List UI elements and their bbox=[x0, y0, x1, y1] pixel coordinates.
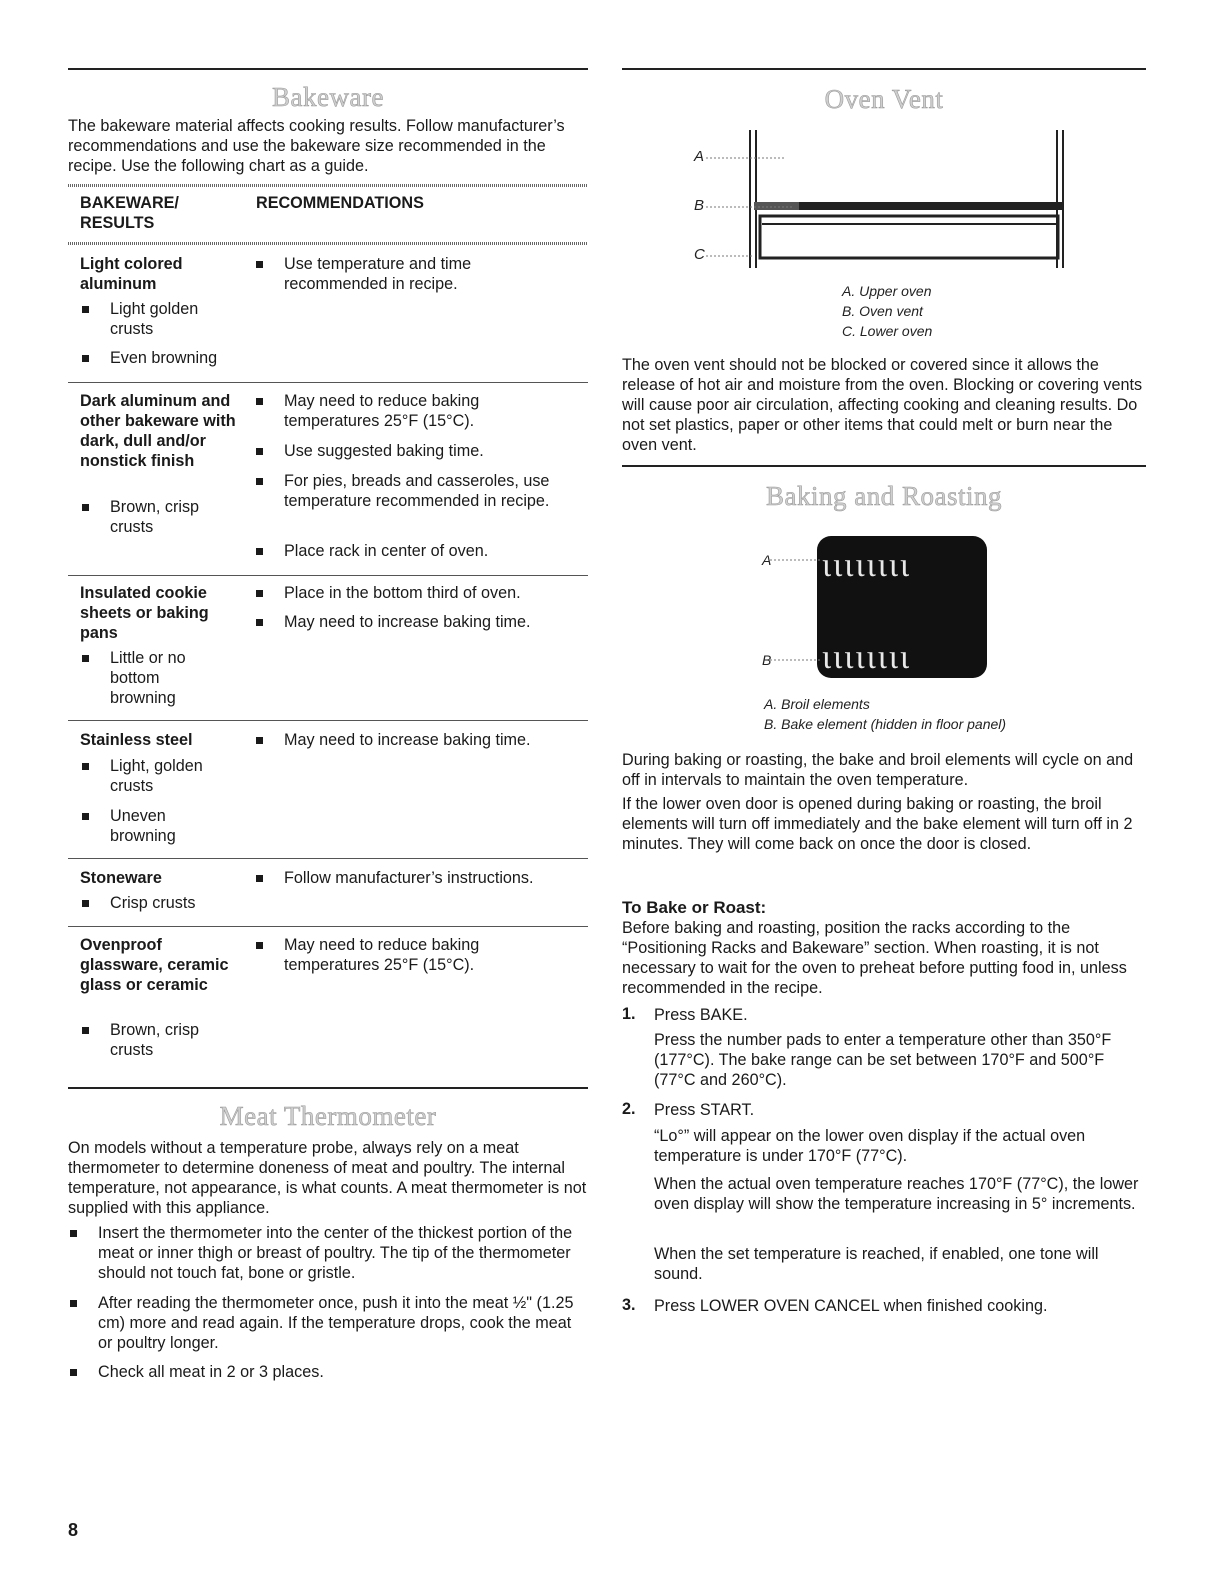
vent-label-b: B bbox=[694, 197, 705, 214]
row-result: Light, golden crusts bbox=[110, 757, 203, 795]
step-para: Press the number pads to enter a temperature other than 350°F (177°C). The bake range can be set between 170°F and 500°F (77°C and 260°C). bbox=[654, 1031, 1112, 1089]
bullet-icon bbox=[256, 737, 263, 744]
baking-label-b: B bbox=[762, 652, 772, 668]
baking-subheading: To Bake or Roast: bbox=[622, 898, 767, 917]
row-rec: Follow manufacturer’s instructions. bbox=[284, 869, 534, 887]
meat-bullet: Insert the thermometer into the center of the thickest portion of the meat or inner thigh or breast of poultry. The tip of the thermometer should not touch fat, bone or gristle. bbox=[98, 1224, 573, 1282]
bullet-icon bbox=[70, 1369, 77, 1376]
bullet-icon bbox=[82, 655, 89, 662]
row-result: Brown, crisp crusts bbox=[110, 1021, 200, 1059]
step-para: When the actual oven temperature reaches 170°F (77°C), the lower oven display will show the temperature increasing in 5° increments. bbox=[654, 1175, 1139, 1213]
row-result: Light golden crusts bbox=[110, 300, 199, 338]
row-rec: May need to reduce baking temperatures 25°F (15°C). bbox=[284, 392, 480, 430]
bakeware-intro: The bakeware material affects cooking results. Follow manufacturer’s recommendations and use the bakeware size recommended in the recipe. Use the following chart as a guide. bbox=[68, 117, 565, 175]
table-header-rule bbox=[68, 242, 588, 245]
bake-element-icon: ɩɩɩɩɩɩɩɩ bbox=[822, 639, 912, 676]
row-divider bbox=[68, 720, 588, 721]
row-rec: Place rack in center of oven. bbox=[284, 542, 489, 560]
bullet-icon bbox=[256, 448, 263, 455]
vent-caption: B. Oven vent bbox=[842, 303, 923, 319]
baking-p1: During baking or roasting, the bake and broil elements will cycle on and off in intervals to maintain the oven temperature. bbox=[622, 751, 1134, 789]
vent-label-a: A bbox=[694, 148, 705, 165]
bullet-icon bbox=[256, 478, 263, 485]
oven-vent-bar bbox=[754, 202, 1064, 210]
table-top-rule bbox=[68, 184, 588, 187]
oven-vent-opening bbox=[754, 202, 799, 210]
bullet-icon bbox=[82, 900, 89, 907]
row-divider bbox=[68, 858, 588, 859]
step-head: Press LOWER OVEN CANCEL when finished cooking. bbox=[654, 1297, 1048, 1315]
bullet-icon bbox=[256, 548, 263, 555]
row-result: Crisp crusts bbox=[110, 894, 196, 912]
meat-bullet: Check all meat in 2 or 3 places. bbox=[98, 1363, 324, 1381]
step-para: “Lo°” will appear on the lower oven display if the actual oven temperature is under 170°F (77°C). bbox=[654, 1127, 1086, 1165]
row-divider bbox=[68, 575, 588, 576]
bullet-icon bbox=[70, 1230, 77, 1237]
section-rule bbox=[622, 465, 1146, 467]
row-result: Even browning bbox=[110, 349, 218, 367]
section-rule bbox=[622, 68, 1146, 70]
row-name: Stainless steel bbox=[80, 731, 193, 749]
row-name: Insulated cookie sheets or baking pans bbox=[80, 584, 209, 642]
baking-caption: B. Bake element (hidden in floor panel) bbox=[764, 716, 1007, 732]
bullet-icon bbox=[82, 306, 89, 313]
step-number: 2. bbox=[622, 1100, 636, 1118]
row-name: Light colored aluminum bbox=[80, 255, 183, 293]
bullet-icon bbox=[82, 813, 89, 820]
bullet-icon bbox=[82, 355, 89, 362]
col-header-bakeware: BAKEWARE/ RESULTS bbox=[80, 194, 179, 232]
baking-label-a: A bbox=[762, 552, 772, 568]
section-rule bbox=[68, 1087, 588, 1089]
bullet-icon bbox=[256, 942, 263, 949]
baking-p3: Before baking and roasting, position the racks according to the “Positioning Racks and Bakeware” section. When roasting, it is not necessary to wait for the oven to preheat before putting food in, unless recommended in the recipe. bbox=[622, 919, 1127, 997]
bullet-icon bbox=[256, 590, 263, 597]
bakeware-title: Bakeware bbox=[272, 82, 384, 112]
row-result: Brown, crisp crusts bbox=[110, 498, 200, 536]
row-name: Dark aluminum and other bakeware with dark, dull and/or nonstick finish bbox=[80, 392, 236, 470]
bullet-icon bbox=[256, 875, 263, 882]
bullet-icon bbox=[256, 261, 263, 268]
bullet-icon bbox=[256, 398, 263, 405]
baking-p2: If the lower oven door is opened during baking or roasting, the broil elements will turn off immediately and the bake element will turn off in 2 minutes. They will come back on once the door is closed. bbox=[622, 795, 1133, 853]
col-header-recommendations: RECOMMENDATIONS bbox=[256, 194, 424, 212]
row-rec: May need to increase baking time. bbox=[284, 613, 531, 631]
baking-caption: A. Broil elements bbox=[764, 696, 870, 712]
row-rec: Use temperature and time recommended in recipe. bbox=[284, 255, 472, 293]
vent-label-c: C bbox=[694, 246, 705, 263]
right-column bbox=[622, 0, 1146, 1575]
page-number: 8 bbox=[68, 1520, 79, 1540]
bullet-icon bbox=[70, 1300, 77, 1307]
step-head: Press BAKE. bbox=[654, 1006, 748, 1024]
left-column bbox=[68, 0, 588, 1575]
row-rec: For pies, breads and casseroles, use temperature recommended in recipe. bbox=[284, 472, 550, 510]
row-rec: Place in the bottom third of oven. bbox=[284, 584, 521, 602]
vent-caption: A. Upper oven bbox=[842, 283, 932, 299]
meat-intro: On models without a temperature probe, always rely on a meat thermometer to determine doneness of meat and poultry. The internal temperature, not appearance, is what counts. A meat thermometer is not supplied with this appliance. bbox=[68, 1139, 587, 1217]
lower-oven-box bbox=[760, 216, 1058, 258]
section-rule bbox=[68, 68, 588, 70]
row-rec: May need to reduce baking temperatures 25°F (15°C). bbox=[284, 936, 480, 974]
vent-text: The oven vent should not be blocked or covered since it allows the release of hot air and moisture from the oven. Blocking or covering vents will cause poor air circulation, affecting cooking and cleaning results. Do not set plastics, paper or other items that could melt or burn near the oven vent. bbox=[622, 356, 1143, 454]
row-divider bbox=[68, 382, 588, 383]
step-number: 3. bbox=[622, 1296, 636, 1314]
row-name: Ovenproof glassware, ceramic glass or ceramic bbox=[80, 936, 229, 994]
row-rec: May need to increase baking time. bbox=[284, 731, 531, 749]
step-number: 1. bbox=[622, 1005, 636, 1023]
row-divider bbox=[68, 926, 588, 927]
meat-bullet: After reading the thermometer once, push it into the meat ½" (1.25 cm) more and read again. If the temperature drops, cook the meat or poultry longer. bbox=[98, 1294, 574, 1352]
oven-vent-diagram bbox=[682, 120, 1082, 270]
oven-elements-diagram bbox=[752, 530, 992, 685]
bullet-icon bbox=[82, 763, 89, 770]
row-result: Uneven browning bbox=[110, 807, 176, 845]
vent-title: Oven Vent bbox=[824, 84, 944, 114]
step-para: When the set temperature is reached, if enabled, one tone will sound. bbox=[654, 1245, 1099, 1283]
row-result: Little or no bottom browning bbox=[110, 649, 186, 707]
step-head: Press START. bbox=[654, 1101, 755, 1119]
row-rec: Use suggested baking time. bbox=[284, 442, 484, 460]
row-name: Stoneware bbox=[80, 869, 162, 887]
broil-element-icon: ɩɩɩɩɩɩɩɩ bbox=[822, 547, 912, 584]
bullet-icon bbox=[82, 1027, 89, 1034]
bullet-icon bbox=[82, 504, 89, 511]
bullet-icon bbox=[256, 619, 263, 626]
baking-title: Baking and Roasting bbox=[766, 481, 1002, 511]
vent-caption: C. Lower oven bbox=[842, 323, 933, 339]
meat-title: Meat Thermometer bbox=[219, 1101, 437, 1131]
